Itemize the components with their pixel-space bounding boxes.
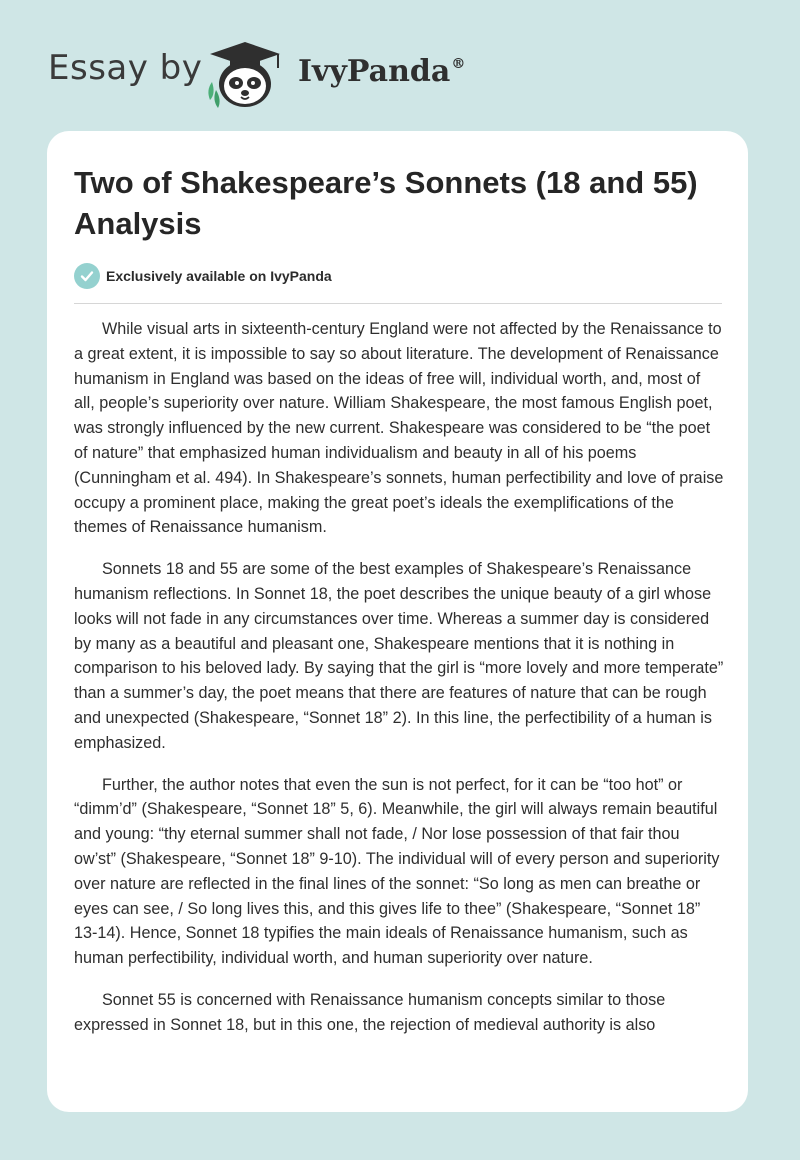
ivypanda-logo-icon[interactable] [200, 38, 290, 110]
essay-body [74, 317, 724, 1055]
page-title: Two of Shakespeare’s Sonnets (18 and 55) Analysis [74, 165, 698, 241]
site-header [0, 0, 800, 130]
registered-mark: ® [451, 56, 466, 72]
paragraph: Sonnet 55 is concerned with Renaissance humanism concepts similar to those expressed in Sonnet 18, but in this one, the rejection of medieval authority is also [74, 990, 666, 1034]
essay-card [47, 131, 748, 1112]
divider [74, 303, 722, 304]
exclusive-label: Exclusively available on IvyPanda [106, 268, 332, 284]
paragraph: While visual arts in sixteenth-century England were not affected by the Renaissance to a great extent, it is impossible to say so about literature. The development of Renaissance humanism in England was based on the ideas of free will, individual worth, and, most of all, people’s superiority over nature. William Shakespeare, the most famous English poet, was strongly influenced by the new current. Shakespeare was considered to be “the poet of nature” that emphasized human individualism and beauty in all of his poems (Cunningham et al. 494). In Shakespeare’s sonnets, human perfectibility and love of praise occupy a prominent place, making the great poet’s ideals the exemplifications of the themes of Renaissance humanism. [74, 320, 724, 537]
brand-name[interactable]: IvyPanda® [298, 54, 466, 89]
check-circle-icon [74, 263, 100, 289]
exclusive-badge [74, 262, 332, 290]
paragraph: Further, the author notes that even the sun is not perfect, for it can be “too hot” or “dimm’d” (Shakespeare, “Sonnet 18” 5, 6). Meanwhile, the girl will always remain beautiful and young: “thy eternal summer shall not fade, / Nor lose possession of that fair thou ow’st” (Shakespeare, “Sonnet 18” 9-10). The individual will of every person and superiority over nature are reflected in the final lines of the sonnet: “So long as men can breathe or eyes can see, / So long lives this, and this gives life to thee” (Shakespeare, “Sonnet 18” 13-14). Hence, Sonnet 18 typifies the main ideals of Renaissance humanism, such as human perfectibility, individual worth, and human superiority over nature. [74, 775, 720, 968]
brand-prefix: Essay by [48, 48, 203, 88]
paragraph: Sonnets 18 and 55 are some of the best examples of Shakespeare’s Renaissance humanism reflections. In Sonnet 18, the poet describes the unique beauty of a girl whose looks will not fade in any circumstances over time. Whereas a summer day is considered by many as a beautiful and pleasant one, Shakespeare mentions that it is nothing in comparison to his beloved lady. By saying that the girl is “more lovely and more temperate” than a summer’s day, the poet means that there are features of nature that can be rough and unexpected (Shakespeare, “Sonnet 18” 2). In this line, the perfectibility of a human is emphasized. [74, 560, 724, 752]
